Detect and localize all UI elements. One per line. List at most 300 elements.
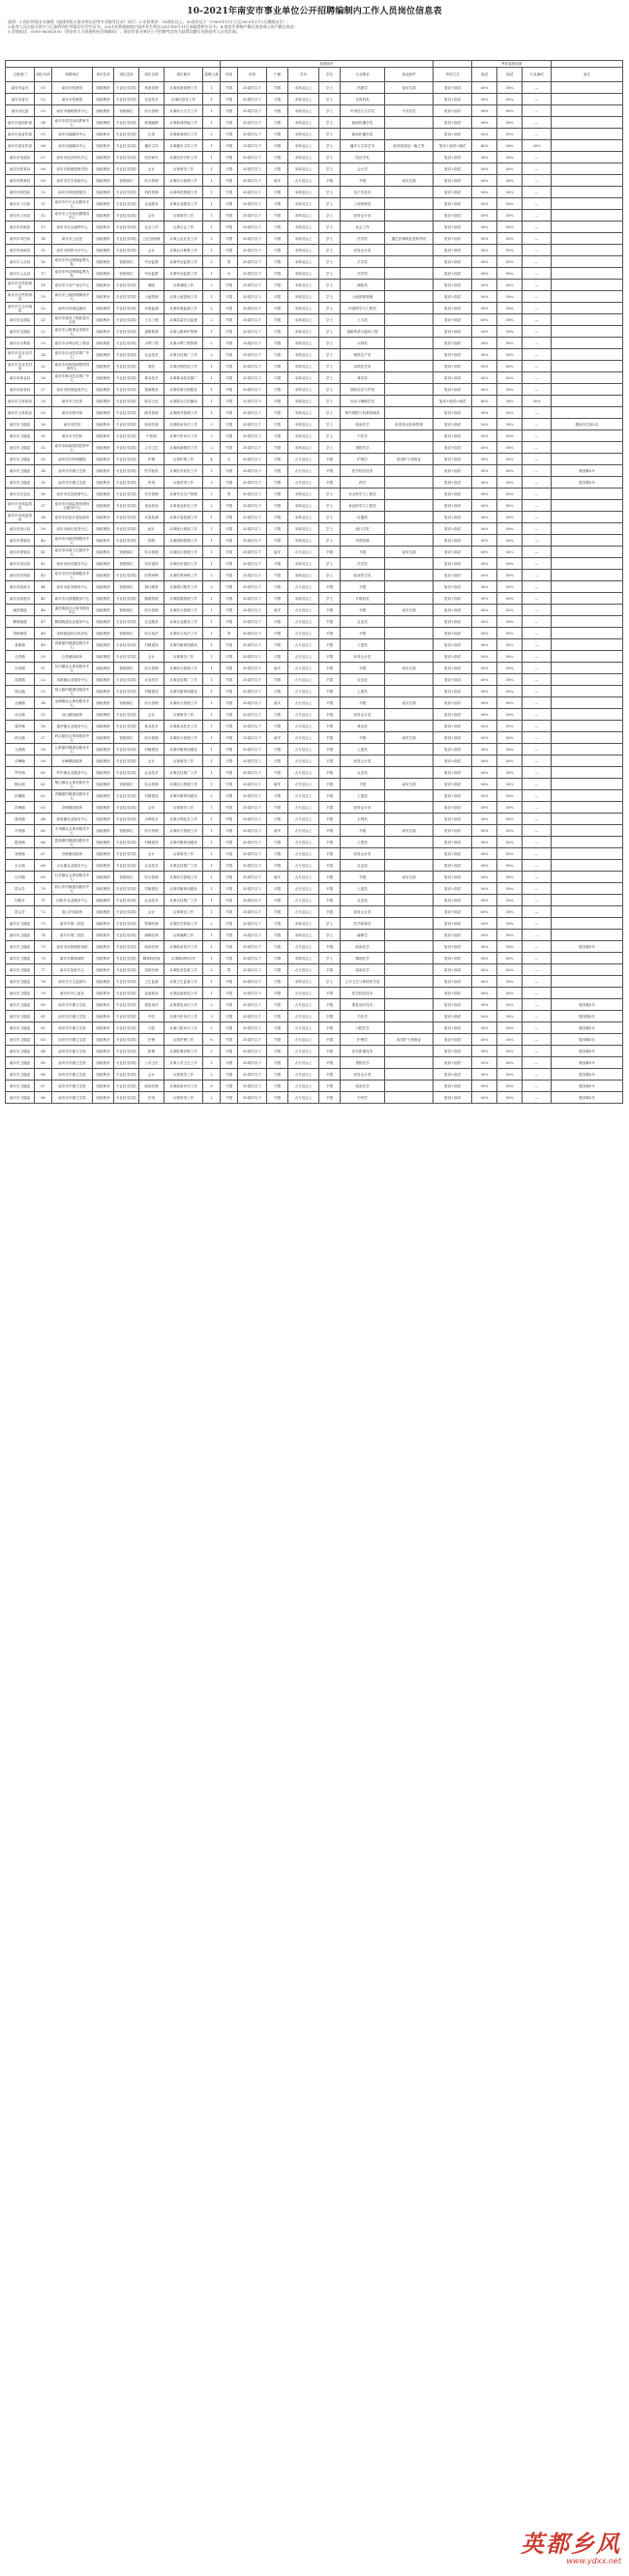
- table-cell: 临床医师: [139, 1081, 165, 1092]
- table-cell: 从事农技推广工作: [165, 349, 203, 361]
- table-cell: 笔试+面试: [434, 906, 472, 918]
- table-cell: 仪器类: [341, 512, 385, 523]
- table-cell: 35周岁以下: [238, 489, 267, 500]
- table-cell: 35周岁以下: [238, 860, 267, 872]
- table-cell: 35周岁以下: [238, 82, 267, 94]
- table-cell: 南安生源: [385, 663, 434, 674]
- table-cell: 南安市档案馆: [52, 94, 93, 105]
- table-cell: 本科及以上: [288, 163, 319, 175]
- table-cell: 南安: [267, 547, 288, 558]
- table-cell: [385, 570, 434, 581]
- table-cell: 不限: [319, 860, 341, 872]
- table-cell: 南安市科技局: [6, 187, 35, 198]
- table-cell: 南安市医疗保障服务中心: [52, 570, 93, 581]
- table-cell: 从事会计核算工作: [165, 245, 203, 256]
- table-cell: 35周岁以下: [238, 256, 267, 268]
- table-cell: 专业技术岗位: [114, 245, 139, 256]
- table-cell: 01: [35, 82, 52, 94]
- table-cell: 东田镇社会事务服务中心: [52, 663, 93, 674]
- table-cell: 男: [221, 489, 238, 500]
- table-cell: 公共卫生与预防医学类: [341, 976, 385, 988]
- table-cell: —: [523, 1057, 552, 1069]
- table-cell: [385, 198, 434, 210]
- table-cell: [385, 500, 434, 512]
- table-cell: 诗山镇财政所: [52, 709, 93, 721]
- table-cell: 财政核拨: [93, 697, 114, 709]
- table-cell: 学士: [319, 187, 341, 198]
- table-cell: 从事统计调查工作: [165, 523, 203, 535]
- table-cell: 南安生源: [385, 697, 434, 709]
- table-cell: 50%: [472, 523, 497, 535]
- table-cell: 1: [203, 291, 221, 303]
- table-cell: 35: [35, 477, 52, 489]
- table-cell: 学士: [319, 593, 341, 605]
- table-cell: 罗东镇农业服务中心: [52, 767, 93, 779]
- table-cell: 临床医师: [139, 419, 165, 430]
- table-cell: 笔试+面试: [434, 291, 472, 303]
- table-cell: 环境科学与工程类: [341, 303, 385, 314]
- table-row: [6, 895, 623, 906]
- table-cell: [552, 512, 623, 523]
- table-cell: 专业技术岗位: [114, 372, 139, 384]
- table-cell: 大专及以上: [288, 1034, 319, 1046]
- table-cell: 大专及以上: [288, 605, 319, 616]
- table-cell: [385, 860, 434, 872]
- table-cell: 本科及以上: [288, 593, 319, 605]
- table-cell: 学士: [319, 930, 341, 941]
- table-cell: 74: [35, 930, 52, 941]
- table-cell: 本科及以上: [288, 419, 319, 430]
- table-cell: 丰州镇: [6, 825, 35, 837]
- table-cell: 从事环境监测工作: [165, 303, 203, 314]
- table-cell: 1: [203, 976, 221, 988]
- table-cell: 07: [35, 152, 52, 163]
- table-cell: 公共卫生: [139, 442, 165, 454]
- table-cell: 专业技术岗位: [114, 767, 139, 779]
- table-cell: 农业类: [341, 767, 385, 779]
- table-row: [6, 1057, 623, 1069]
- table-cell: 50%: [472, 175, 497, 187]
- table-cell: [385, 1069, 434, 1081]
- column-header: 专业要求: [341, 68, 385, 82]
- table-cell: 财政核补: [93, 1092, 114, 1104]
- table-cell: 专业技术岗位: [114, 1011, 139, 1022]
- table-cell: 不限: [267, 454, 288, 465]
- table-cell: 学士: [319, 280, 341, 291]
- table-cell: 南安市中心血站: [52, 988, 93, 999]
- table-cell: 南安市中小企业服务中心: [52, 198, 93, 210]
- table-cell: [385, 222, 434, 233]
- table-cell: 35周岁以下: [238, 1022, 267, 1034]
- table-cell: 1: [203, 860, 221, 872]
- table-cell: 2: [203, 570, 221, 581]
- table-cell: 18: [35, 280, 52, 291]
- table-cell: 50%: [472, 790, 497, 802]
- table-cell: 蓬华镇: [6, 721, 35, 732]
- table-cell: 50%: [497, 779, 523, 790]
- table-cell: —: [523, 233, 552, 245]
- table-cell: 不限: [319, 1011, 341, 1022]
- table-cell: 预防医学: [341, 1057, 385, 1069]
- table-cell: 南安市劳动保障监察大队: [52, 268, 93, 280]
- table-cell: 大专及以上: [288, 988, 319, 999]
- table-cell: [552, 581, 623, 593]
- table-cell: 不限: [267, 442, 288, 454]
- table-cell: 从事临床诊疗工作: [165, 941, 203, 953]
- table-cell: 50%: [497, 82, 523, 94]
- column-header: 其他条件: [385, 68, 434, 82]
- table-cell: 专业技术岗位: [114, 814, 139, 825]
- table-row: [6, 430, 623, 442]
- table-cell: 不限: [267, 581, 288, 593]
- table-cell: 从事综合管理工作: [165, 605, 203, 616]
- table-cell: [385, 837, 434, 848]
- table-cell: 大专及以上: [288, 581, 319, 593]
- table-cell: 46: [35, 605, 52, 616]
- table-cell: 经济研究: [139, 152, 165, 163]
- table-cell: [385, 430, 434, 442]
- table-cell: 专业技术岗位: [114, 674, 139, 686]
- table-cell: 不限: [267, 256, 288, 268]
- table-cell: 不限: [267, 988, 288, 999]
- table-row: [6, 268, 623, 280]
- table-cell: 财政核拨: [93, 303, 114, 314]
- table-cell: 女: [221, 454, 238, 465]
- table-cell: 管理岗位: [114, 558, 139, 570]
- table-cell: 南安生源: [385, 82, 434, 94]
- table-cell: 南安市工信局: [6, 198, 35, 210]
- table-cell: 50%: [497, 581, 523, 593]
- table-cell: 本科及以上: [288, 198, 319, 210]
- table-cell: 笔试+面试: [434, 430, 472, 442]
- table-cell: 50%: [497, 930, 523, 941]
- table-row: [6, 547, 623, 558]
- table-cell: 35周岁以下: [238, 732, 267, 744]
- table-cell: 专业技术岗位: [114, 721, 139, 732]
- table-cell: 财政核拨: [93, 663, 114, 674]
- table-cell: 南安市林业技术推广中心: [52, 372, 93, 384]
- table-cell: —: [523, 1092, 552, 1104]
- table-cell: 专业技术岗位: [114, 361, 139, 372]
- table-cell: 40: [35, 535, 52, 547]
- table-cell: 口腔医学: [341, 1022, 385, 1034]
- table-cell: 31: [35, 430, 52, 442]
- table-cell: 50%: [472, 198, 497, 210]
- table-cell: 测绘类: [341, 280, 385, 291]
- table-cell: [552, 721, 623, 732]
- table-cell: 大专及以上: [288, 767, 319, 779]
- table-cell: 从事公证业务工作: [165, 233, 203, 245]
- table-cell: 35周岁以下: [238, 674, 267, 686]
- table-cell: 04: [35, 117, 52, 129]
- table-cell: 从事综合管理工作: [165, 697, 203, 709]
- table-row: [6, 291, 623, 303]
- table-cell: 笔试+面试: [434, 639, 472, 651]
- table-cell: 计算机类: [341, 593, 385, 605]
- table-cell: 财政核拨: [93, 489, 114, 500]
- table-cell: 不限: [319, 628, 341, 639]
- table-cell: 不限: [221, 338, 238, 349]
- table-cell: 不限: [221, 477, 238, 489]
- table-cell: 笔试+面试: [434, 175, 472, 187]
- table-cell: 财政核拨: [93, 628, 114, 639]
- table-cell: 学士: [319, 953, 341, 964]
- table-cell: 本科及以上: [288, 930, 319, 941]
- table-cell: 35周岁以下: [238, 906, 267, 918]
- table-cell: [385, 1011, 434, 1022]
- table-cell: [552, 222, 623, 233]
- table-cell: 取得执业医师资格: [385, 419, 434, 430]
- table-cell: 不限: [319, 837, 341, 848]
- table-cell: 招商服务: [139, 384, 165, 396]
- table-cell: 财政核拨: [93, 639, 114, 651]
- table-cell: 49: [35, 639, 52, 651]
- table-cell: 50%: [472, 512, 497, 523]
- table-cell: 综合管理: [139, 663, 165, 674]
- table-cell: 28: [35, 396, 52, 407]
- table-cell: 财政核拨: [93, 721, 114, 732]
- table-cell: 50%: [472, 639, 497, 651]
- table-cell: 专业技术岗位: [114, 349, 139, 361]
- table-cell: 管理岗位: [114, 581, 139, 593]
- table-cell: 不限: [319, 465, 341, 477]
- table-cell: 会计: [139, 245, 165, 256]
- table-cell: 不限: [221, 547, 238, 558]
- table-cell: 不限: [221, 222, 238, 233]
- table-cell: 笔试+面试: [434, 454, 472, 465]
- table-cell: 财政核补: [93, 1057, 114, 1069]
- table-cell: 农业类: [341, 674, 385, 686]
- table-cell: 笔试+面试: [434, 767, 472, 779]
- table-cell: 南安市第三医院: [52, 930, 93, 941]
- table-cell: 2: [203, 790, 221, 802]
- table-cell: 南安市融媒体中心: [52, 129, 93, 140]
- table-cell: 南安市廉政教育中心: [52, 105, 93, 117]
- table-cell: 管理岗位: [114, 732, 139, 744]
- table-cell: 2: [203, 129, 221, 140]
- table-cell: 大专及以上: [288, 1092, 319, 1104]
- table-cell: 从事土地管理工作: [165, 291, 203, 303]
- table-cell: —: [523, 280, 552, 291]
- table-cell: 20: [35, 303, 52, 314]
- table-row: [6, 721, 623, 732]
- table-cell: [552, 384, 623, 396]
- table-cell: 南安市林业局: [6, 372, 35, 384]
- table-cell: 不限: [267, 755, 288, 767]
- table-cell: 服务期5年: [552, 1092, 623, 1104]
- table-cell: 从事经济分析工作: [165, 152, 203, 163]
- table-cell: 不限: [221, 883, 238, 895]
- table-cell: 财政核拨: [93, 558, 114, 570]
- table-cell: 从事公路养护管理: [165, 326, 203, 338]
- table-cell: 50%: [472, 860, 497, 872]
- table-cell: 50%: [472, 941, 497, 953]
- table-cell: 35周岁以下: [238, 198, 267, 210]
- table-cell: 不限: [221, 117, 238, 129]
- table-cell: 不限: [267, 848, 288, 860]
- table-cell: —: [523, 883, 552, 895]
- table-cell: 本科及以上: [288, 349, 319, 361]
- table-cell: 不限: [267, 465, 288, 477]
- table-cell: 35周岁以下: [238, 790, 267, 802]
- table-cell: [552, 396, 623, 407]
- table-cell: 窗口服务: [139, 581, 165, 593]
- column-header: 学位: [319, 68, 341, 82]
- table-cell: 不限: [319, 605, 341, 616]
- table-cell: 不限: [221, 976, 238, 988]
- table-cell: 管理岗位: [114, 256, 139, 268]
- table-cell: [552, 895, 623, 906]
- table-cell: 10: [35, 187, 52, 198]
- table-cell: 不限: [267, 558, 288, 570]
- table-cell: 动物医学类: [341, 361, 385, 372]
- table-cell: 35周岁以下: [238, 175, 267, 187]
- table-row: [6, 837, 623, 848]
- table-cell: 专业技术岗位: [114, 140, 139, 152]
- table-cell: 不限: [267, 964, 288, 976]
- table-cell: 2: [203, 1022, 221, 1034]
- table-cell: [552, 326, 623, 338]
- table-cell: 南安市学生资助中心: [52, 175, 93, 187]
- table-cell: 大专及以上: [288, 860, 319, 872]
- table-cell: 41: [35, 547, 52, 558]
- table-cell: 新闻编辑: [139, 117, 165, 129]
- table-cell: 不限: [267, 222, 288, 233]
- table-cell: 财政核拨: [93, 187, 114, 198]
- table-cell: —: [523, 605, 552, 616]
- table-cell: 不限: [221, 941, 238, 953]
- table-cell: [385, 129, 434, 140]
- table-cell: 学士: [319, 570, 341, 581]
- table-cell: 不限: [267, 895, 288, 906]
- table-row: [6, 489, 623, 500]
- table-cell: 不限: [319, 964, 341, 976]
- table-cell: 财政核拨: [93, 732, 114, 744]
- table-cell: 不限: [267, 1069, 288, 1081]
- table-cell: 笔试+面试: [434, 802, 472, 814]
- table-cell: 35周岁以下: [238, 988, 267, 999]
- table-cell: 50%: [497, 976, 523, 988]
- table-cell: 土建类: [341, 686, 385, 697]
- table-cell: 1: [203, 407, 221, 419]
- table-cell: 不限: [319, 790, 341, 802]
- table-cell: 不限: [221, 361, 238, 372]
- table-cell: 学士: [319, 163, 341, 175]
- table-cell: 限南安生源2名: [552, 419, 623, 430]
- table-cell: 2: [203, 1069, 221, 1081]
- table-cell: 2: [203, 314, 221, 326]
- table-cell: 笔试+面试: [434, 1011, 472, 1022]
- table-cell: 不限: [267, 477, 288, 489]
- table-cell: 财政核拨: [93, 245, 114, 256]
- table-cell: 南安生源: [385, 732, 434, 744]
- table-cell: 50%: [472, 686, 497, 697]
- table-cell: 不限: [221, 349, 238, 361]
- table-cell: 南安市人社局: [6, 268, 35, 280]
- table-cell: 笔试+面试: [434, 303, 472, 314]
- table-cell: 南安市商务局: [6, 384, 35, 396]
- table-cell: 不限: [221, 651, 238, 663]
- table-cell: 本科及以上: [288, 953, 319, 964]
- table-cell: 从事财务工作: [165, 651, 203, 663]
- table-cell: 服务期5年: [552, 1034, 623, 1046]
- table-cell: 35周岁以下: [238, 407, 267, 419]
- table-cell: —: [523, 779, 552, 790]
- table-cell: 从事中医诊疗工作: [165, 430, 203, 442]
- table-cell: —: [523, 593, 552, 605]
- table-cell: 专业技术岗位: [114, 94, 139, 105]
- table-cell: 从事科技管理工作: [165, 187, 203, 198]
- table-row: [6, 906, 623, 918]
- table-cell: [552, 964, 623, 976]
- table-cell: 笔试+面试: [434, 686, 472, 697]
- table-cell: [385, 361, 434, 372]
- table-cell: 从事公共卫生工作: [165, 1057, 203, 1069]
- table-cell: 50%: [472, 744, 497, 755]
- table-cell: 35周岁以下: [238, 558, 267, 570]
- table-cell: 专业技术岗位: [114, 709, 139, 721]
- table-cell: 笔试+面试: [434, 314, 472, 326]
- table-cell: 笔试+面试: [434, 338, 472, 349]
- table-cell: 专业技术岗位: [114, 686, 139, 697]
- table-cell: 仑苍镇: [6, 651, 35, 663]
- table-cell: 取得护士资格证: [385, 1034, 434, 1046]
- table-cell: 35周岁以下: [238, 1069, 267, 1081]
- table-cell: 42: [35, 558, 52, 570]
- table-cell: 从事林业技术工作: [165, 721, 203, 732]
- table-cell: 1: [203, 686, 221, 697]
- table-row: [6, 349, 623, 361]
- table-cell: 南安市建设工程质量安全站: [52, 314, 93, 326]
- table-cell: 南安市统计局: [6, 523, 35, 535]
- table-cell: —: [523, 581, 552, 593]
- table-row: [6, 477, 623, 489]
- table-cell: 服务期5年: [552, 1081, 623, 1092]
- table-cell: 1: [203, 628, 221, 639]
- table-cell: 康复治疗技术: [341, 999, 385, 1011]
- table-cell: 从事血液检验工作: [165, 988, 203, 999]
- table-cell: 50%: [497, 848, 523, 860]
- table-cell: 经济学类: [341, 152, 385, 163]
- table-cell: 不限: [267, 233, 288, 245]
- table-cell: 乐峰镇财政所: [52, 755, 93, 767]
- table-cell: 大专及以上: [288, 941, 319, 953]
- table-cell: 从事财务工作: [165, 1069, 203, 1081]
- table-cell: 35周岁以下: [238, 442, 267, 454]
- table-cell: 笔试+面试: [434, 872, 472, 883]
- table-cell: 从事综合管理工作: [165, 663, 203, 674]
- table-cell: [385, 535, 434, 547]
- table-cell: [552, 755, 623, 767]
- table-cell: 大专及以上: [288, 744, 319, 755]
- table-cell: 南安市科技情报所: [52, 187, 93, 198]
- table-cell: 25: [35, 361, 52, 372]
- table-cell: 专业技术岗位: [114, 314, 139, 326]
- table-cell: 管理岗位: [114, 605, 139, 616]
- table-cell: 不限: [267, 1092, 288, 1104]
- table-cell: 50%: [472, 721, 497, 732]
- table-cell: —: [523, 291, 552, 303]
- table-cell: 11: [35, 198, 52, 210]
- table-cell: 50%: [472, 430, 497, 442]
- table-cell: 51: [35, 663, 52, 674]
- table-cell: 50%: [472, 1069, 497, 1081]
- table-cell: 不限: [267, 291, 288, 303]
- table-cell: 笔试+面试: [434, 755, 472, 767]
- table-cell: [552, 489, 623, 500]
- table-cell: —: [523, 210, 552, 222]
- table-cell: 不限: [221, 442, 238, 454]
